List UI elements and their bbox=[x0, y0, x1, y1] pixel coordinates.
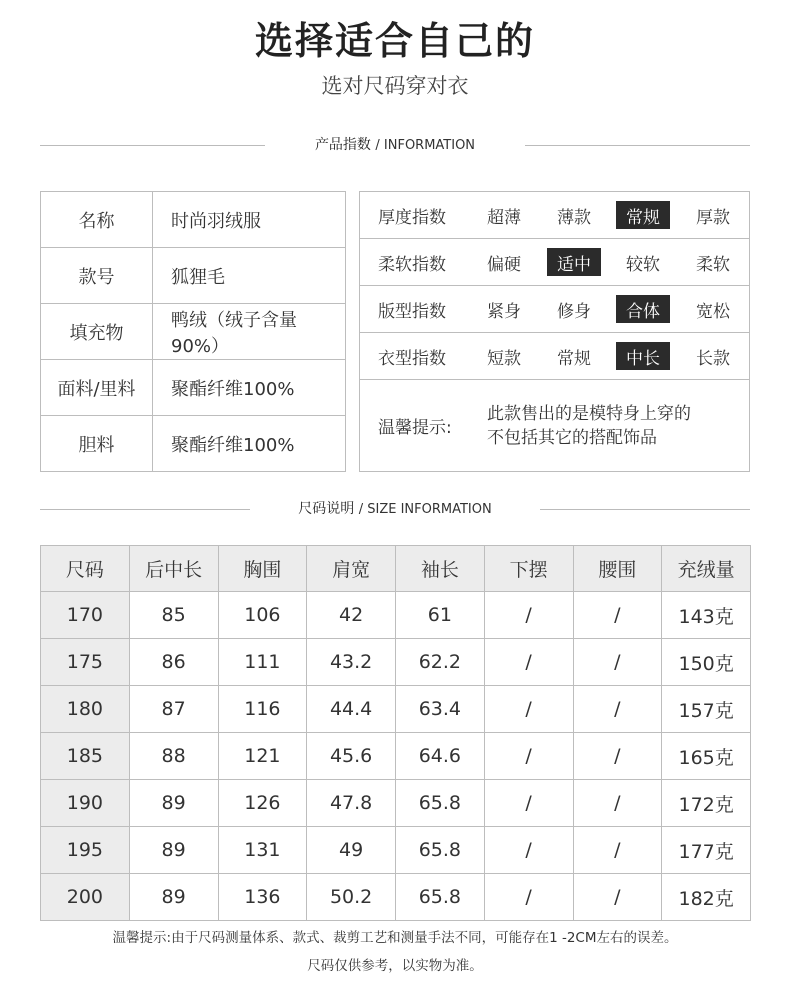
table-cell: 65.8 bbox=[396, 874, 485, 921]
product-info-table bbox=[40, 191, 346, 472]
table-row bbox=[41, 827, 751, 874]
size-cell: 180 bbox=[41, 686, 130, 733]
table-cell: / bbox=[484, 874, 573, 921]
table-row bbox=[41, 686, 751, 733]
table-cell: / bbox=[573, 592, 662, 639]
size-cell: 175 bbox=[41, 639, 130, 686]
index-key: 版型指数 bbox=[378, 301, 446, 322]
info-value: 鸭绒（绒子含量90%） bbox=[171, 309, 297, 357]
table-row bbox=[41, 592, 751, 639]
tip-row bbox=[360, 380, 749, 471]
table-cell: / bbox=[484, 827, 573, 874]
table-row bbox=[41, 733, 751, 780]
info-key: 款号 bbox=[41, 248, 153, 303]
page-title: 选择适合自己的 bbox=[254, 19, 535, 63]
table-cell: 121 bbox=[218, 733, 307, 780]
table-cell: 150克 bbox=[662, 639, 751, 686]
index-option-selected: 中长 bbox=[616, 342, 670, 370]
footer-note-reference: 尺码仅供参考，以实物为准。 bbox=[307, 958, 483, 974]
table-cell: 89 bbox=[129, 827, 218, 874]
index-key: 厚度指数 bbox=[378, 207, 446, 228]
table-row bbox=[41, 639, 751, 686]
table-cell: 126 bbox=[218, 780, 307, 827]
index-option-selected: 常规 bbox=[616, 201, 670, 229]
table-cell: 50.2 bbox=[307, 874, 396, 921]
table-row bbox=[41, 780, 751, 827]
index-key: 柔软指数 bbox=[378, 254, 446, 275]
table-cell: 62.2 bbox=[396, 639, 485, 686]
index-option: 短款 bbox=[487, 348, 521, 369]
table-cell: 157克 bbox=[662, 686, 751, 733]
index-row-softness bbox=[360, 239, 749, 286]
info-value: 狐狸毛 bbox=[171, 266, 225, 288]
size-section-label bbox=[40, 499, 750, 520]
info-key: 名称 bbox=[41, 192, 153, 247]
info-key: 面料/里料 bbox=[41, 360, 153, 415]
table-cell: 65.8 bbox=[396, 827, 485, 874]
table-cell: 47.8 bbox=[307, 780, 396, 827]
info-row-fabric bbox=[41, 360, 345, 416]
column-header: 肩宽 bbox=[307, 546, 396, 592]
tip-key: 温馨提示: bbox=[378, 418, 452, 438]
info-value: 聚酯纤维100% bbox=[171, 378, 295, 400]
size-cell: 200 bbox=[41, 874, 130, 921]
page-subtitle: 选对尺码穿对衣 bbox=[321, 74, 469, 98]
size-table-header-row bbox=[41, 546, 751, 592]
index-option: 偏硬 bbox=[487, 254, 521, 275]
index-row-fit bbox=[360, 286, 749, 333]
tip-text bbox=[487, 402, 691, 450]
table-cell: / bbox=[573, 874, 662, 921]
table-cell: / bbox=[484, 733, 573, 780]
table-cell: / bbox=[573, 733, 662, 780]
size-table bbox=[40, 545, 751, 921]
size-cell: 185 bbox=[41, 733, 130, 780]
index-key: 衣型指数 bbox=[378, 348, 446, 369]
size-cell: 190 bbox=[41, 780, 130, 827]
table-cell: 182克 bbox=[662, 874, 751, 921]
table-cell: / bbox=[484, 639, 573, 686]
table-cell: 64.6 bbox=[396, 733, 485, 780]
size-cell: 195 bbox=[41, 827, 130, 874]
index-option: 修身 bbox=[557, 301, 591, 322]
table-cell: / bbox=[573, 827, 662, 874]
size-section-label-en: / SIZE INFORMATION bbox=[358, 502, 492, 517]
size-section-label-cn: 尺码说明 bbox=[298, 501, 355, 517]
product-index-table bbox=[359, 191, 750, 472]
index-option-selected: 合体 bbox=[616, 295, 670, 323]
table-cell: 61 bbox=[396, 592, 485, 639]
table-cell: 87 bbox=[129, 686, 218, 733]
index-option: 超薄 bbox=[487, 207, 521, 228]
product-section-label-cn: 产品指数 bbox=[314, 137, 371, 153]
table-cell: 106 bbox=[218, 592, 307, 639]
column-header: 充绒量 bbox=[662, 546, 751, 592]
info-key: 填充物 bbox=[41, 304, 153, 359]
table-cell: 49 bbox=[307, 827, 396, 874]
table-cell: 172克 bbox=[662, 780, 751, 827]
info-row-liner bbox=[41, 416, 345, 471]
index-option: 紧身 bbox=[487, 301, 521, 322]
column-header: 后中长 bbox=[129, 546, 218, 592]
product-section-header bbox=[40, 135, 750, 155]
table-cell: / bbox=[484, 592, 573, 639]
info-row-style-no bbox=[41, 248, 345, 304]
info-row-name bbox=[41, 192, 345, 248]
index-option: 厚款 bbox=[696, 207, 730, 228]
table-cell: 165克 bbox=[662, 733, 751, 780]
index-option-selected: 适中 bbox=[547, 248, 601, 276]
table-cell: 177克 bbox=[662, 827, 751, 874]
table-cell: / bbox=[484, 686, 573, 733]
table-row bbox=[41, 874, 751, 921]
index-option: 长款 bbox=[696, 348, 730, 369]
column-header: 尺码 bbox=[41, 546, 130, 592]
table-cell: / bbox=[573, 780, 662, 827]
index-option: 较软 bbox=[626, 254, 660, 275]
table-cell: 143克 bbox=[662, 592, 751, 639]
index-row-length bbox=[360, 333, 749, 380]
table-cell: 131 bbox=[218, 827, 307, 874]
column-header: 胸围 bbox=[218, 546, 307, 592]
table-cell: 136 bbox=[218, 874, 307, 921]
info-row-filling bbox=[41, 304, 345, 360]
table-cell: / bbox=[573, 639, 662, 686]
table-cell: 89 bbox=[129, 874, 218, 921]
product-section-label bbox=[40, 135, 750, 156]
tip-line: 此款售出的是模特身上穿的 bbox=[487, 404, 691, 424]
table-cell: 43.2 bbox=[307, 639, 396, 686]
size-section-header bbox=[40, 499, 750, 519]
size-cell: 170 bbox=[41, 592, 130, 639]
index-row-thickness bbox=[360, 192, 749, 239]
table-cell: 42 bbox=[307, 592, 396, 639]
table-cell: / bbox=[484, 780, 573, 827]
table-cell: 85 bbox=[129, 592, 218, 639]
column-header: 袖长 bbox=[396, 546, 485, 592]
footer-note: 温馨提示:由于尺码测量体系、款式、裁剪工艺和测量手法不同，可能存在1 -2CM左右的误差。 bbox=[112, 930, 678, 946]
column-header: 腰围 bbox=[573, 546, 662, 592]
index-option: 薄款 bbox=[557, 207, 591, 228]
table-cell: 44.4 bbox=[307, 686, 396, 733]
table-cell: 116 bbox=[218, 686, 307, 733]
info-value: 时尚羽绒服 bbox=[171, 210, 261, 232]
table-cell: 63.4 bbox=[396, 686, 485, 733]
table-cell: 86 bbox=[129, 639, 218, 686]
table-cell: 89 bbox=[129, 780, 218, 827]
table-cell: / bbox=[573, 686, 662, 733]
index-option: 宽松 bbox=[696, 301, 730, 322]
column-header: 下摆 bbox=[484, 546, 573, 592]
table-cell: 111 bbox=[218, 639, 307, 686]
info-key: 胆料 bbox=[41, 416, 153, 471]
index-option: 常规 bbox=[557, 348, 591, 369]
info-value: 聚酯纤维100% bbox=[171, 434, 295, 456]
table-cell: 88 bbox=[129, 733, 218, 780]
table-cell: 65.8 bbox=[396, 780, 485, 827]
table-cell: 45.6 bbox=[307, 733, 396, 780]
product-section-label-en: / INFORMATION bbox=[375, 138, 476, 153]
tip-line: 不包括其它的搭配饰品 bbox=[487, 428, 657, 448]
index-option: 柔软 bbox=[696, 254, 730, 275]
